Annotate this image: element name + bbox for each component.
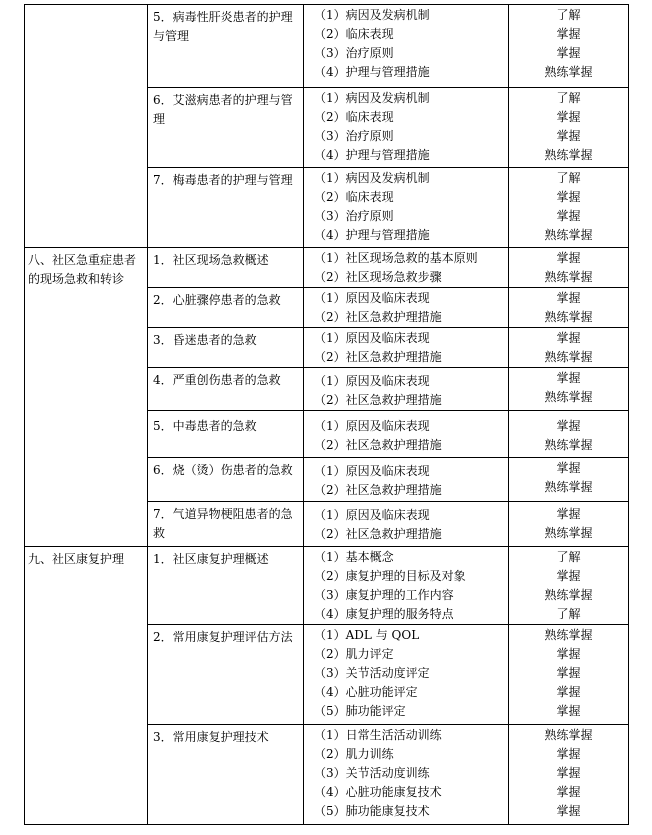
topic-cell: 4．严重创伤患者的急救 <box>148 368 304 411</box>
item-text: （1）社区现场急救的基本原则 <box>314 251 478 265</box>
level-text: 掌握 <box>556 507 581 521</box>
items-cell <box>304 368 509 411</box>
item-text: （4）护理与管理措施 <box>314 228 430 242</box>
level-text: 掌握 <box>556 291 581 305</box>
item-text: （4）心脏功能评定 <box>314 685 418 699</box>
topic-cell: 1．社区康复护理概述 <box>148 547 304 625</box>
item-text: （2）临床表现 <box>314 27 394 41</box>
level-text: 熟练掌握 <box>544 728 593 742</box>
level-text: 熟练掌握 <box>544 350 593 364</box>
unit-cell <box>25 547 148 825</box>
table-row <box>25 5 629 88</box>
levels-cell <box>509 5 629 88</box>
level-text: 熟练掌握 <box>544 65 593 79</box>
item-text: （2）社区急救护理措施 <box>314 483 442 497</box>
level-text: 熟练掌握 <box>544 228 593 242</box>
items-cell <box>304 288 509 328</box>
level-text: 掌握 <box>556 647 581 661</box>
items-cell <box>304 725 509 825</box>
item-text: （1）ADL 与 QOL <box>314 628 420 642</box>
level-text: 掌握 <box>556 419 581 433</box>
items-cell <box>304 248 509 288</box>
level-text: 掌握 <box>556 331 581 345</box>
item-text: （4）护理与管理措施 <box>314 148 430 162</box>
item-text: （4）护理与管理措施 <box>314 65 430 79</box>
items-cell <box>304 5 509 88</box>
levels-cell <box>509 248 629 288</box>
levels-cell <box>509 288 629 328</box>
topic-cell: 7．气道异物梗阻患者的急救 <box>148 502 304 547</box>
topic-cell: 3．昏迷患者的急救 <box>148 328 304 368</box>
item-text: （2）社区急救护理措施 <box>314 438 442 452</box>
item-text: （1）原因及临床表现 <box>314 419 430 433</box>
level-text: 掌握 <box>556 46 581 60</box>
unit-cell <box>25 248 148 547</box>
item-text: （2）肌力训练 <box>314 747 394 761</box>
level-text: 掌握 <box>556 804 581 818</box>
level-text: 了解 <box>556 8 581 22</box>
topic-cell: 6．艾滋病患者的护理与管理 <box>148 88 304 168</box>
item-text: （2）康复护理的目标及对象 <box>314 569 466 583</box>
item-text: （3）治疗原则 <box>314 46 394 60</box>
level-text: 掌握 <box>556 685 581 699</box>
level-text: 掌握 <box>556 747 581 761</box>
level-text: 熟练掌握 <box>544 390 593 404</box>
item-text: （3）康复护理的工作内容 <box>314 588 454 602</box>
items-cell <box>304 168 509 248</box>
item-text: （2）临床表现 <box>314 190 394 204</box>
levels-cell <box>509 328 629 368</box>
item-text: （2）社区急救护理措施 <box>314 527 442 541</box>
item-text: （3）治疗原则 <box>314 209 394 223</box>
levels-cell <box>509 168 629 248</box>
level-text: 了解 <box>556 550 581 564</box>
item-text: （4）康复护理的服务特点 <box>314 607 454 621</box>
level-text: 掌握 <box>556 569 581 583</box>
item-text: （2）社区急救护理措施 <box>314 393 442 407</box>
level-text: 熟练掌握 <box>544 480 593 494</box>
level-text: 熟练掌握 <box>544 310 593 324</box>
item-text: （1）原因及临床表现 <box>314 374 430 388</box>
level-text: 熟练掌握 <box>544 148 593 162</box>
item-text: （1）病因及发病机制 <box>314 171 430 185</box>
item-text: （2）社区急救护理措施 <box>314 350 442 364</box>
level-text: 熟练掌握 <box>544 628 593 642</box>
unit-cell <box>25 5 148 248</box>
items-cell <box>304 458 509 502</box>
level-text: 掌握 <box>556 129 581 143</box>
items-cell <box>304 547 509 625</box>
level-text: 熟练掌握 <box>544 588 593 602</box>
level-text: 掌握 <box>556 209 581 223</box>
item-text: （1）病因及发病机制 <box>314 8 430 22</box>
levels-cell <box>509 88 629 168</box>
topic-cell: 5．中毒患者的急救 <box>148 411 304 458</box>
level-text: 掌握 <box>556 461 581 475</box>
items-cell <box>304 88 509 168</box>
item-text: （3）关节活动度训练 <box>314 766 430 780</box>
item-text: （2）社区急救护理措施 <box>314 310 442 324</box>
levels-cell <box>509 368 629 411</box>
topic-cell: 6．烧（烫）伤患者的急救 <box>148 458 304 502</box>
item-text: （1）原因及临床表现 <box>314 464 430 478</box>
level-text: 掌握 <box>556 27 581 41</box>
item-text: （5）肺功能评定 <box>314 704 406 718</box>
topic-cell: 2．常用康复护理评估方法 <box>148 625 304 725</box>
levels-cell <box>509 625 629 725</box>
item-text: （2）肌力评定 <box>314 647 394 661</box>
level-text: 熟练掌握 <box>544 526 593 540</box>
topic-cell: 2．心脏骤停患者的急救 <box>148 288 304 328</box>
level-text: 了解 <box>556 607 581 621</box>
item-text: （1）原因及临床表现 <box>314 508 430 522</box>
unit-title: 八、社区急重症患者的现场急救和转诊 <box>28 253 137 286</box>
items-cell <box>304 411 509 458</box>
item-text: （2）临床表现 <box>314 110 394 124</box>
item-text: （1）基本概念 <box>314 550 394 564</box>
item-text: （1）原因及临床表现 <box>314 331 430 345</box>
level-text: 掌握 <box>556 371 581 385</box>
item-text: （5）肺功能康复技术 <box>314 804 430 818</box>
level-text: 掌握 <box>556 251 581 265</box>
item-text: （3）关节活动度评定 <box>314 666 430 680</box>
levels-cell <box>509 458 629 502</box>
level-text: 掌握 <box>556 110 581 124</box>
levels-cell <box>509 411 629 458</box>
level-text: 掌握 <box>556 785 581 799</box>
item-text: （2）社区现场急救步骤 <box>314 270 442 284</box>
topic-cell: 5．病毒性肝炎患者的护理与管理 <box>148 5 304 88</box>
item-text: （1）病因及发病机制 <box>314 91 430 105</box>
level-text: 掌握 <box>556 704 581 718</box>
level-text: 掌握 <box>556 666 581 680</box>
level-text: 了解 <box>556 91 581 105</box>
topic-cell: 3．常用康复护理技术 <box>148 725 304 825</box>
items-cell <box>304 502 509 547</box>
topic-cell: 1．社区现场急救概述 <box>148 248 304 288</box>
level-text: 了解 <box>556 171 581 185</box>
item-text: （1）原因及临床表现 <box>314 291 430 305</box>
table-row <box>25 547 629 625</box>
item-text: （3）治疗原则 <box>314 129 394 143</box>
level-text: 熟练掌握 <box>544 270 593 284</box>
level-text: 熟练掌握 <box>544 438 593 452</box>
items-cell <box>304 625 509 725</box>
items-cell <box>304 328 509 368</box>
level-text: 掌握 <box>556 766 581 780</box>
levels-cell <box>509 725 629 825</box>
levels-cell <box>509 502 629 547</box>
table-row <box>25 248 629 288</box>
syllabus-table <box>24 4 629 825</box>
item-text: （4）心脏功能康复技术 <box>314 785 442 799</box>
unit-title: 九、社区康复护理 <box>28 552 125 566</box>
item-text: （1）日常生活活动训练 <box>314 728 442 742</box>
level-text: 掌握 <box>556 190 581 204</box>
levels-cell <box>509 547 629 625</box>
topic-cell: 7．梅毒患者的护理与管理 <box>148 168 304 248</box>
